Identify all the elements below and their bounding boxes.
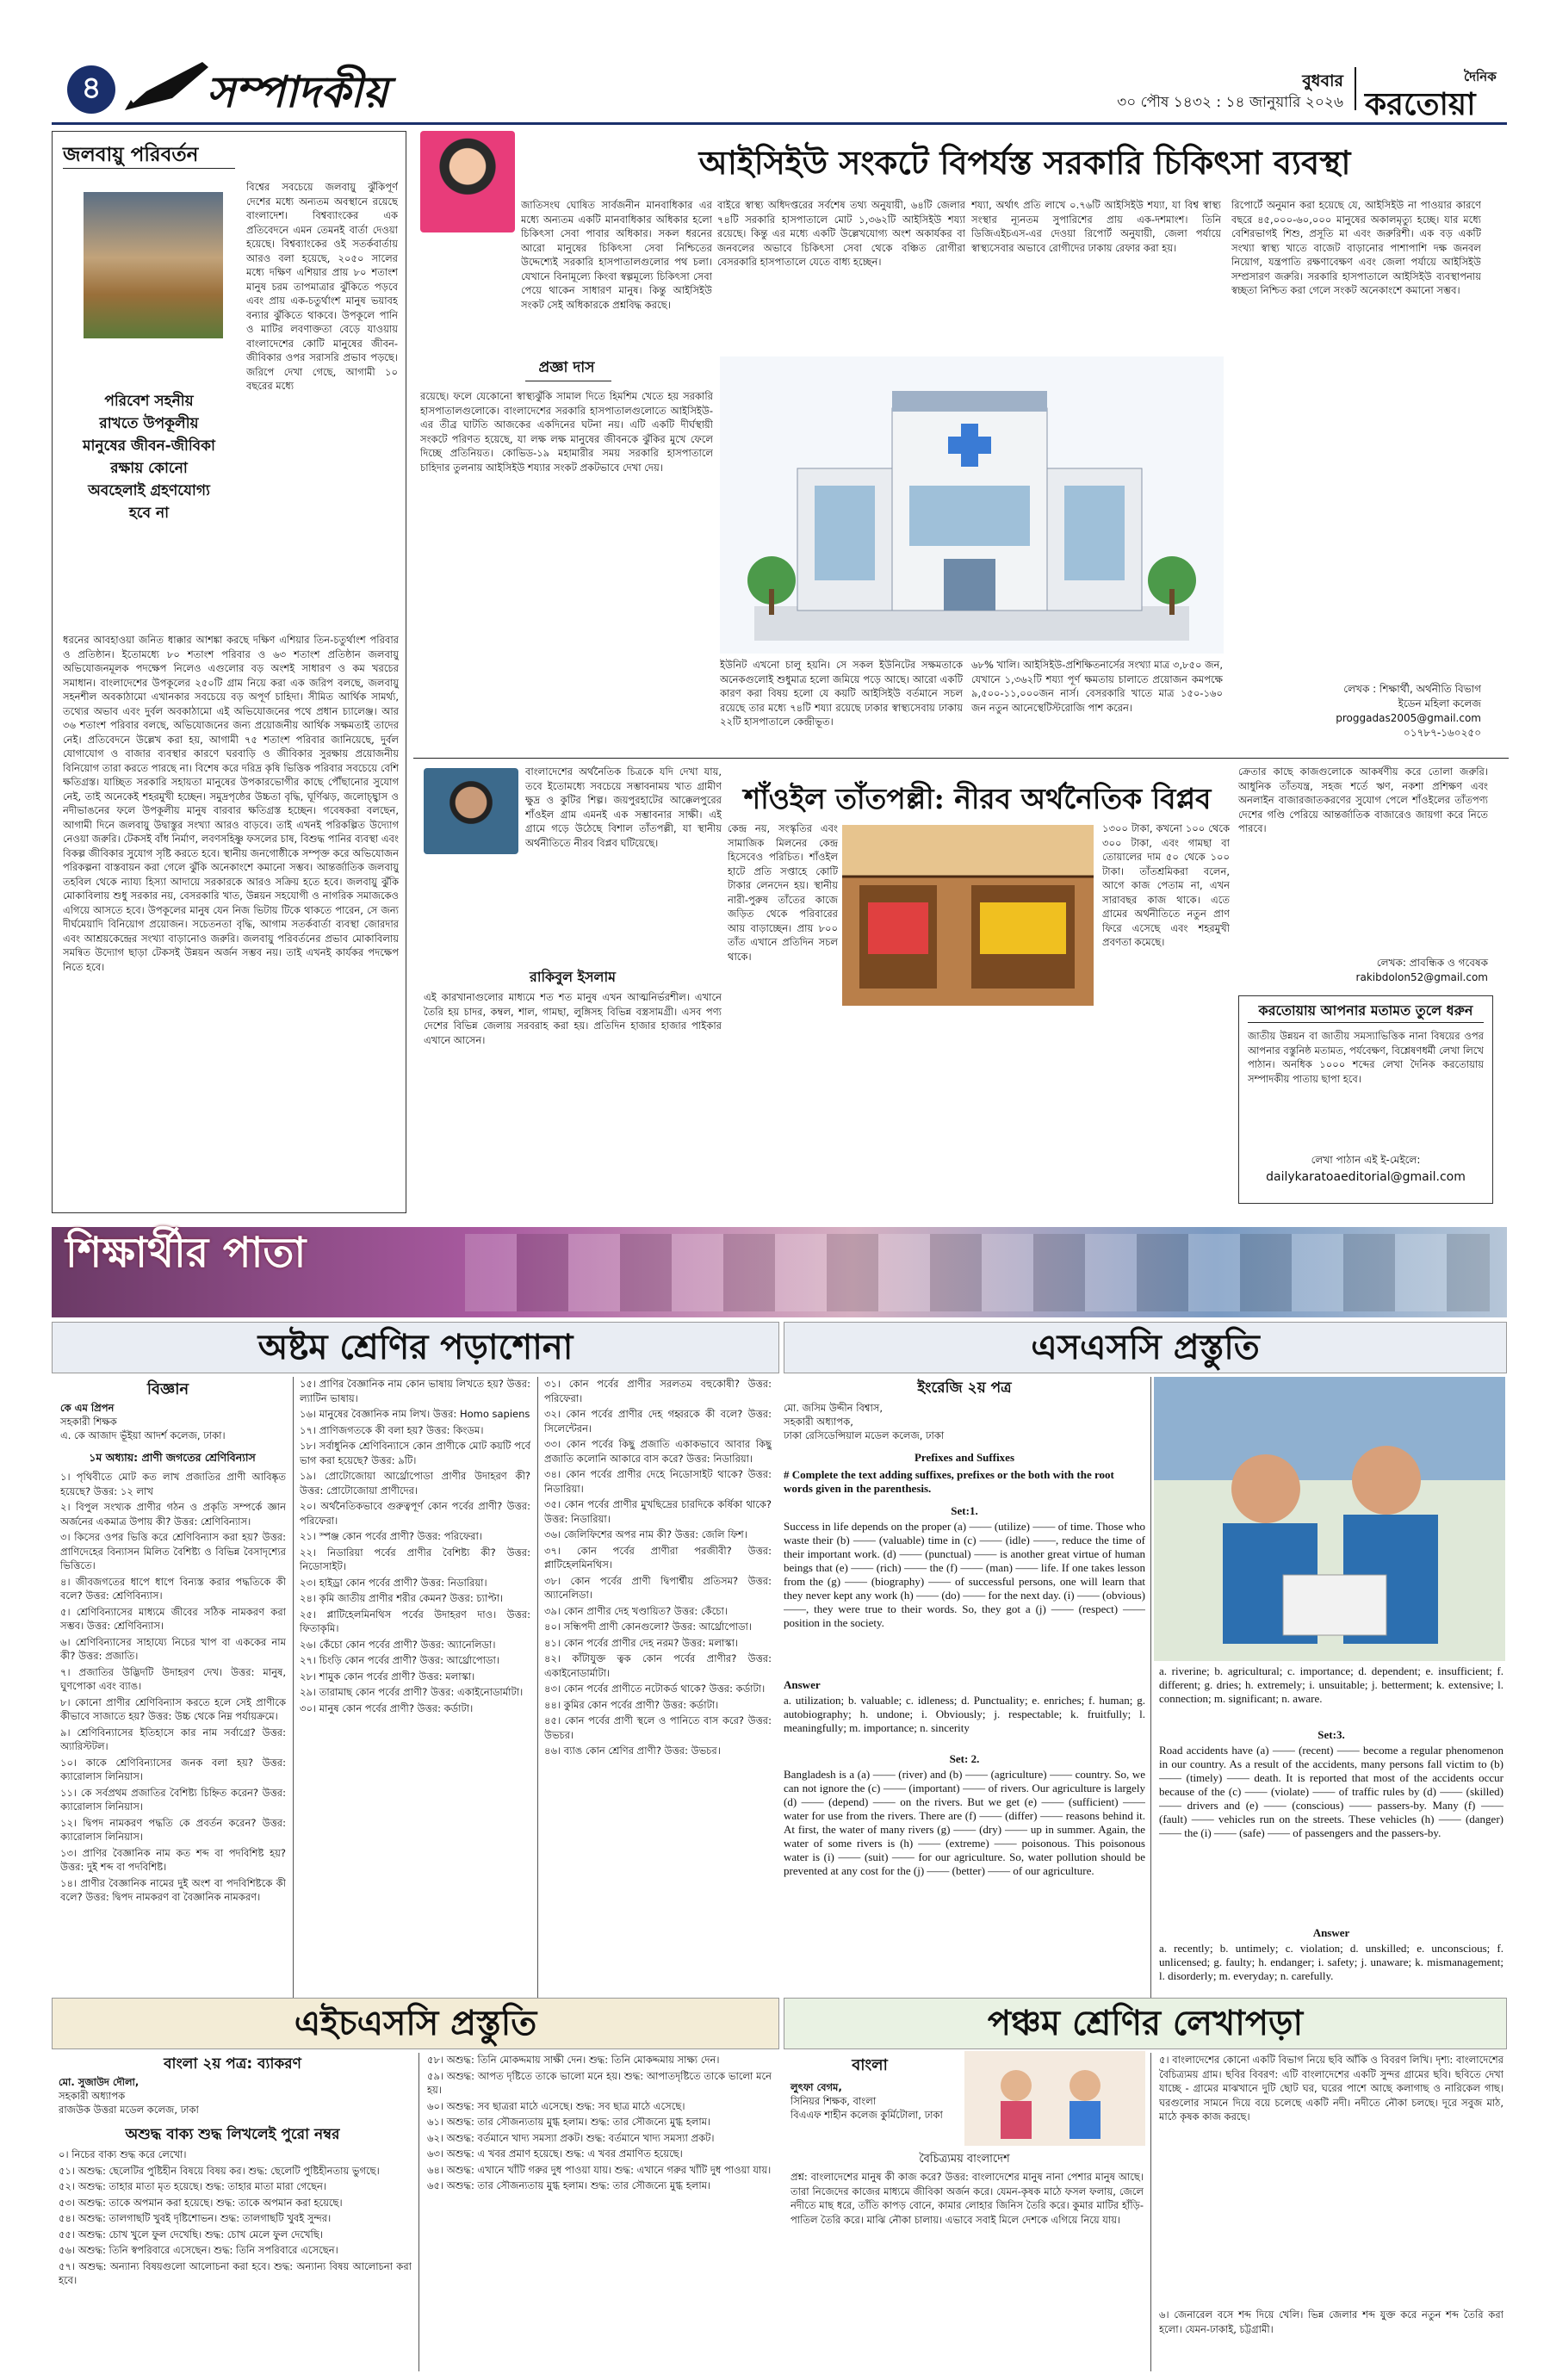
editorial-title: জলবায়ু পরিবর্তন	[63, 144, 199, 166]
author-school: ঢাকা রেসিডেন্সিয়াল মডেল কলেজ, ঢাকা	[784, 1429, 945, 1441]
qa-item: ৩৯। কোন প্রাণীর দেহ খণ্ডায়িত? উত্তর: কেঁচো।	[544, 1604, 728, 1617]
class5-kids-illustration	[964, 2051, 1145, 2146]
qa-item: ২৩। হাইড্রা কোন পর্বের প্রাণী? উত্তর: নিডারিয়া।	[300, 1576, 487, 1589]
ssc-set2: Bangladesh is a (a) —— (river) and (b) —— (agriculture) —— country. So, we can not ignore the (c) —— (important) —— of rivers. Our agriculture is largely (d) —— (depend) —— on the rivers. But we get (e) —— (sufficient) —— water for use from the rivers. There are (f) —— (differ) —— reasons behind it. At first, the water of many rivers (g) —— (dry) —— up in summer. Again, the water of some rivers is (h) —— (extreme) —— poisonous. This poisonous water is (i) —— (suit) —— for our agriculture. So, water pollution should be prevented at any cost for the (j) —— (better) —— of our agriculture.	[784, 1768, 1145, 1877]
author-photo-prajna	[420, 131, 515, 232]
qa-item: ৫। শ্রেণিবিন্যাসের মাধ্যমে জীবের সঠিক নামকরণ করা সম্ভব। উত্তর: শ্রেণিবিন্যাস।	[60, 1605, 286, 1632]
paper-prefix: দৈনিক	[1464, 69, 1497, 84]
author-school: এ. কে আজাদ ভূঁইয়া আদর্শ কলেজ, ঢাকা।	[60, 1429, 226, 1441]
call-box-email-label: লেখা পাঠান এই ই-মেইলে:	[1311, 1154, 1421, 1166]
article-icu-text-f: ইউনিট এখনো চালু হয়নি। সে সকল ইউনিটের সক্ষমতাকে অনেকগুলোই শুধুমাত্র হলো জমিয়ে পড়ে আছে। আরো একটি কারণ করা বিষয় হলো যে কয়টি আইসিইউ বর্তমানে সচল রয়েছে তার মধ্যে ৭৪টি শয্যা রয়েছে ঢাকার স্বাস্থ্যসেবায় ঢাকায় ২২টি হাসপাতালে কেন্দ্রীভূত।	[720, 659, 963, 728]
qa-item: ১৩। প্রাণির বৈজ্ঞানিক নাম কত শব্দ বা পদবিশিষ্ট হয়? উত্তর: দুই শব্দ বা পদবিশিষ্ট।	[60, 1846, 286, 1873]
call-box-email: dailykaratoaeditorial@gmail.com	[1266, 1170, 1466, 1184]
article-tant	[413, 765, 1509, 1212]
author-college: ইডেন মহিলা কলেজ	[1398, 697, 1481, 710]
article-tant-text-b: এই কারখানাগুলোর মাধ্যমে শত শত মানুষ এখন আত্মনির্ভরশীল। এখানে তৈরি হয় চাদর, কম্বল, শাল, গামছা, লুঙ্গিসহ বিভিন্ন বস্ত্রসামগ্রী। এসব পণ্য দেশের বিভিন্ন জেলায় সরবরাহ করা হয়। প্রতিদিন হাজার হাজার পাইকার এখানে আসেন।	[424, 991, 722, 1046]
editorial-pullquote	[63, 390, 235, 524]
ssc-set3-title: Set:3.	[1318, 1728, 1345, 1741]
article-icu-author	[1231, 682, 1481, 741]
author-line: লেখক : শিক্ষার্থী, অর্থনীতি বিভাগ	[1343, 683, 1481, 695]
author-designation: সহকারী শিক্ষক	[60, 1416, 117, 1428]
ssc-set2-answer: a. riverine; b. agricultural; c. importance; d. dependent; e. insufficient; f. different; g. dries; h. extremely; i. unsuitable; j. betterment; k. extensive; l. connection; m. significant; n. aware.	[1159, 1664, 1504, 1705]
article-tant-text-d: ১৩০০ টাকা, কখনো ১০০ থেকে ৩০০ টাকা, এবং গামছা বা তোয়ালের দাম ৫০ থেকে ১০০ টাকা। তাঁতশ্রমিকরা বলেন, আগে কাজ পেতাম না, এখন সারাবছর কাজ থাকে। এতে গ্রামের অর্থনীতিতে নতুন প্রাণ ফিরে এসেছে এবং শহরমুখী প্রবণতা কমেছে।	[1102, 822, 1230, 948]
hsc-byline	[59, 2075, 412, 2117]
author-name: কে এম প্রিপন	[60, 1402, 115, 1414]
ssc-set2-title: Set: 2.	[949, 1752, 980, 1765]
date-full: ৩০ পৌষ ১৪৩২ : ১৪ জানুয়ারি ২০২৬	[1117, 94, 1343, 111]
pullquote-line: মানুষের জীবন-জীবিকা	[83, 437, 215, 455]
qa-item: ২৭। চিংড়ি কোন পর্বের প্রাণী? উত্তর: আর্থ্রোপোডা।	[300, 1654, 499, 1666]
qa-item: ১৮। সর্বাধুনিক শ্রেণিবিন্যাসে কোন প্রাণীকে মোট কয়টি পর্বে ভাগ করা হয়েছে? উত্তর: ৯টি।	[300, 1440, 530, 1466]
class5-section	[784, 1998, 1507, 2377]
author-name: মো. সুজাউদ দৌলা,	[59, 2076, 140, 2088]
author-school: বিএএফ শাহীন কলেজ কুর্মিটোলা, ঢাকা	[790, 2109, 943, 2121]
qa-item: ৬৫। অশুদ্ধ: তার সৌজন্যতায় মুগ্ধ হলাম। শুদ্ধ: তার সৌজন্যে মুগ্ধ হলাম।	[427, 2179, 711, 2191]
qa-item: ০। নিচের বাক্য শুদ্ধ করে লেখো।	[59, 2148, 187, 2160]
pullquote-line: অবহেলাই গ্রহণযোগ্য	[88, 482, 210, 499]
author-email: proggadas2005@gmail.com	[1336, 712, 1481, 724]
qa-item: ১৪। প্রাণীর বৈজ্ঞানিক নামের দুই অংশ বা পদবিশিষ্টকে কী বলে? উত্তর: দ্বিপদ নামকরণ বা বৈজ্ঞানিক নামকরণ।	[60, 1876, 286, 1903]
pullquote-line: রক্ষায় কোনো	[110, 460, 188, 477]
class5-text2: ৫। বাংলাদেশের কোনো একটি বিভাগ নিয়ে ছবি আঁকি ও বিবরণ লিখি। দৃশ্য: বাংলাদেশের বৈচিত্র্যময় গ্রাম। ছবির বিবরণ: এটি বাংলাদেশের একটি সুন্দর গ্রামের ছবি। ছবিতে দেখা যাচ্ছে - গ্রামের মাঝখানে দুটি ছোট ঘর, ঘরের পাশে আছে কলাগাছ ও নারিকেল গাছ। ঘরগুলোর সামনে দিয়ে বয়ে চলেছে একটি নদী। নদীতে নৌকা চলছে। দূরে সবুজ মাঠ, মাঠে কৃষক কাজ করছে।	[1159, 2054, 1504, 2123]
students-photo-strip	[465, 1234, 1490, 1311]
qa-item: ৫৯। অশুদ্ধ: আপত দৃষ্টিতে তাকে ভালো মনে হয়। শুদ্ধ: আপাতদৃষ্টিতে তাকে ভালো মনে হয়।	[427, 2069, 772, 2096]
ssc-byline	[784, 1401, 1145, 1442]
class5-text3: ৬। জেনারেল বসে শব্দ দিয়ে খেলি। ভিন্ন জেলার শব্দ যুক্ত করে নতুন শব্দ তৈরি করা হলো। যেমন-ঢাকাই, চট্টগ্রামী।	[1159, 2309, 1504, 2335]
article-tant-text-a: বাংলাদেশের অর্থনৈতিক চিত্রকে যদি দেখা যায়, তবে ইতোমধ্যে সবচেয়ে সম্ভাবনাময় খাত গ্রামীণ ক্ষুদ্র ও কুটির শিল্প। জয়পুরহাটের আক্কেলপুরের শাঁওইল গ্রাম এমনই এক সম্ভাবনার সাক্ষী। এই গ্রামে গড়ে উঠেছে বিশাল তাঁতপল্লী, যা স্থানীয় অর্থনীতিতে নীরব বিপ্লব ঘটিয়েছে।	[525, 765, 722, 849]
class5-heading: পঞ্চম শ্রেণির লেখাপড়া	[784, 1998, 1507, 2049]
qa-item: ১১। কে সর্বপ্রথম প্রজাতির বৈশিষ্ট্য চিহ্নিত করেন? উত্তর: ক্যারোলাস লিনিয়াস।	[60, 1786, 286, 1813]
article-tant-text-e: ক্রেতার কাছে কাজগুলোকে আকর্ষণীয় করে তোলা জরুরি। আধুনিক তাঁতযন্ত্র, সহজ শর্তে ঋণ, নকশা প্রশিক্ষণ এবং অনলাইন বাজারজাতকরণের সুযোগ পেলে শাঁওইলের তাঁতপণ্য দেশের গণ্ডি পেরিয়ে আন্তর্জাতিক বাজারেও জায়গা করে নিতে পারবে।	[1238, 765, 1488, 834]
qa-item: ১৬। মানুষের বৈজ্ঞানিক নাম লিখ। উত্তর: Homo sapiens	[300, 1408, 530, 1420]
call-box-rule	[1248, 1022, 1484, 1023]
student-banner	[52, 1227, 1507, 1317]
byline-rakibul: রাকিবুল ইসলাম	[530, 969, 616, 985]
masthead-rule	[52, 122, 1507, 125]
call-box-text: জাতীয় উন্নয়ন বা জাতীয় সমস্যাভিত্তিক নানা বিষয়ের ওপর আপনার বস্তুনিষ্ঠ মতামত, পর্যবেক্ষণ, বিশ্লেষণধর্মী লেখা লিখে পাঠান। অনধিক ১০০০ শব্দের লেখা দৈনিক করতোয়ায় সম্পাদকীয় পাতায় ছাপা হবে।	[1248, 1030, 1484, 1085]
qa-item: ৩২। কোন পর্বের প্রাণীর দেহ গহ্বরকে কী বলে? উত্তর: সিলেন্টেরন।	[544, 1408, 772, 1435]
ssc-heading: এসএসসি প্রস্তুতি	[784, 1322, 1507, 1373]
ssc-set1-answer: a. utilization; b. valuable; c. idleness; d. Punctuality; e. enriches; f. human; g. autobiography; h. undone; i. Obviously; j. respectable; k. fruitfully; l. meaningfully; m. importance; n. sincerity	[784, 1694, 1145, 1734]
ssc-topic: Prefixes and Suffixes	[914, 1451, 1015, 1464]
author-name: লুৎফা বেগম,	[790, 2081, 842, 2093]
qa-item: ৩৫। কোন পর্বের প্রাণীর মুখছিদ্রের চারদিকে কর্ষিকা থাকে? উত্তর: নিডারিয়া।	[544, 1498, 772, 1525]
paper-logo: করতোয়া	[1365, 86, 1476, 122]
qa-item: ৩৮। কোন পর্বের প্রাণী দ্বিপার্শ্বীয় প্রতিসম? উত্তর: অ্যানেলিডা।	[544, 1574, 772, 1601]
qa-item: ৪২। কাঁটাযুক্ত ত্বক কোন পর্বের প্রাণীর? উত্তর: একাইনোডার্মাটা।	[544, 1652, 772, 1679]
article-icu-text-c: বাইরে স্বাস্থ্য অধিদপ্তরের সর্বশেষ তথ্য অনুযায়ী, ৬৪টি জেলার ৭৪টি সরকারি হাসপাতালে মোট ১,৩৬২টি আইসিইউ শয্যা রয়েছে। কিন্তু এর মধ্যে একটি উল্লেখযোগ্য অংশ অকার্যকর বা জনবলের অভাবে চিকিৎসা সেবা থেকে বঞ্চিত রোগীরা বেসরকারি হাসপাতালে যেতে বাধ্য হচ্ছেন।	[717, 199, 965, 268]
qa-item: ২৫। প্লাটিহেলমিনথিস পর্বের উদাহরণ দাও। উত্তর: ফিতাকৃমি।	[300, 1608, 530, 1634]
class8-col2	[300, 1377, 530, 2021]
article-icu-text-e: রিপোর্টে অনুমান করা হয়েছে যে, আইসিইউ না পাওয়ার কারণে বছরে ৪৫,০০০-৬০,০০০ মানুষের অকালমৃত্যু হচ্ছে। যার মধ্যে বেশিরভাগই শিশু, প্রসূতি মা এবং জরুরিশী। এক বড় একটি সংখ্যা স্বাস্থ্য খাতে বাজেট বাড়ানোর পাশাপাশি দক্ষ জনবল নিয়োগ, যন্ত্রপাতি রক্ষণাবেক্ষণ এবং জেলা পর্যায়ে আইসিইউ সম্প্রসারণ জরুরি। সরকারি হাসপাতালে আইসিইউ ব্যবস্থাপনায় স্বচ্ছতা নিশ্চিত করা গেলে সংকট অনেকাংশে কমানো সম্ভব।	[1231, 199, 1481, 296]
section-title: সম্পাদকীয়	[207, 66, 388, 117]
author-designation: সিনিয়র শিক্ষক, বাংলা	[790, 2095, 877, 2107]
qa-item: ১৯। প্রোটোজোয়া আর্থ্রোপোডা প্রাণীর উদাহরণ কী? উত্তর: প্রোটোজোয়া প্রাণীদের।	[300, 1470, 530, 1497]
article-divider	[413, 758, 1509, 759]
hsc-col2	[427, 2053, 772, 2371]
article-tant-author	[1238, 956, 1488, 985]
qa-item: ২২। নিডারিয়া পর্বের প্রাণীর বৈশিষ্ট্য কী? উত্তর: নিডোসাইট।	[300, 1546, 530, 1572]
class8-chapter: ১ম অধ্যায়: প্রাণী জগতের শ্রেণিবিন্যাস	[89, 1451, 256, 1464]
qa-item: ৬৩। অশুদ্ধ: এ খবর প্রমাণ হয়েছে। শুদ্ধ: এ খবর প্রমাণিত হয়েছে।	[427, 2148, 683, 2160]
qa-item: ৪৬। ব্যাঙ কোন শ্রেণির প্রাণী? উত্তর: উভচর।	[544, 1745, 721, 1757]
qa-item: ২। বিপুল সংখ্যক প্রাণীর গঠন ও প্রকৃতি সম্পর্কে জ্ঞান অর্জনের একমাত্র উপায় কী? উত্তর: শ্রেণিবিন্যাস।	[60, 1501, 286, 1528]
ssc-set1: Success in life depends on the proper (a) —— (utilize) —— of time. Those who waste their (b) —— (valuable) time in (c) —— (idle) ——, reduce the time of their important work. (d) —— (punctual) —— is another great virtue of human beings that (e) —— (rich) —— the (f) —— (man) —— life. If one takes lesson from the (g) —— (biography) —— of successful persons, one will learn that they never kept any work (h) —— (do) —— for the next day. (i) —— (obvious) ——, they were true to their words. So, they got a (j) —— (respect) —— position in the society.	[784, 1520, 1145, 1629]
class8-col1	[60, 1470, 286, 2021]
qa-item: ৩৭। কোন পর্বের প্রাণীরা পরজীবী? উত্তর: প্লাটিহেলমিনথিস।	[544, 1544, 772, 1571]
hsc-heading: এইচএসসি প্রস্তুতি	[52, 1998, 779, 2049]
author-designation: সহকারী অধ্যাপক,	[784, 1416, 853, 1428]
qa-item: ৭। প্রজাতির উদ্ভিদটি উদাহরণ দেখ। উত্তর: মানুষ, ঘুণপোকা এবং ব্যাঙ।	[60, 1665, 286, 1692]
author-phone: ০১৭৮৭-১৬০২৫০	[1403, 727, 1481, 739]
ssc-set3-answer: a. recently; b. untimely; c. violation; d. unskilled; e. unconscious; f. unlicensed; g. faulty; h. endanger; i. safety; j. unaware; k. mismanagement; l. disorderly; m. everyday; n. carefully.	[1159, 1942, 1504, 1982]
class8-subject: বিজ্ঞান	[146, 1380, 189, 1398]
pullquote-line: পরিবেশ সহনীয়	[104, 393, 194, 410]
class5-subject: বাংলা	[852, 2056, 888, 2074]
ssc-set1-title: Set:1.	[951, 1504, 978, 1517]
climate-image	[84, 192, 223, 338]
editorial-col1: বিশ্বের সবচেয়ে জলবায়ু ঝুঁকিপূর্ণ দেশের মধ্যে অন্যতম অবস্থানে রয়েছে বাংলাদেশ। বিশ্বব্যাংকের এক প্রতিবেদনে এমন তেমনই বার্তা দেওয়া হয়েছে। বিশ্বব্যাংকের ওই সতর্কবার্তায় আরও বলা হয়েছে, ২০৫০ সালের মধ্যে দক্ষিণ এশিয়ার প্রায় ৮০ শতাংশ মানুষ চরম তাপমাত্রার ঝুঁকিতে পড়বে এবং প্রায় এক-চতুর্থাংশ মানুষ ভয়াবহ বন্যার ঝুঁকিতে থাকবে। উপকূলে পানি ও মাটির লবণাক্ততা বেড়ে যাওয়ায় বাংলাদেশের কোটি মানুষের জীবন-জীবিকার ওপর সরাসরি প্রভাব পড়ছে। জরিপে দেখা গেছে, আগামী ১০ বছরের মধ্যে	[246, 181, 398, 392]
ssc-subject: ইংরেজি ২য় পত্র	[917, 1379, 1012, 1397]
column-rule	[418, 2053, 419, 2371]
qa-item: ১৫। প্রাণির বৈজ্ঞানিক নাম কোন ভাষায় লিখতে হয়? উত্তর: ল্যাটিন ভাষায়।	[300, 1378, 530, 1404]
opinion-call-box	[1238, 995, 1493, 1204]
ssc-instruction: # Complete the text adding suffixes, prefixes or the both with the root words given in the parenthesis.	[784, 1468, 1114, 1495]
qa-item: ৯। শ্রেণিবিন্যাসের ইতিহাসে কার নাম সর্বাগ্রে? উত্তর: অ্যারিস্টটল।	[60, 1726, 286, 1752]
date-day: বুধবার	[1302, 71, 1343, 90]
article-icu-title: আইসিইউ সংকটে বিপর্যস্ত সরকারি চিকিৎসা ব্যবস্থা	[698, 143, 1351, 182]
qa-item: ৩৪। কোন পর্বের প্রাণীর দেহে নিডোসাইট থাকে? উত্তর: নিডারিয়া।	[544, 1468, 772, 1495]
class8-section	[52, 1322, 779, 2028]
article-icu-text-g: ৬৮% খালি। আইসিইউ-প্রশিক্ষিতনার্সের সংখ্যা মাত্র ৩,৮৫০ জন, যেখানে ১,৩৬২টি শয্যা পূর্ণ ক্ষমতায় চালাতে প্রয়োজন কমপক্ষে ৯,৫০০-১১,০০০জন নার্স। বেসরকারি খাতে মাত্র ১৫০-১৬০ জন নতুন আনেস্থেটিস্টরোজি পাশ করেন।	[971, 659, 1223, 714]
masthead-divider	[1355, 67, 1356, 110]
byline-prajna: প্রজ্ঞা দাস	[538, 359, 595, 376]
qa-item: ৪০। সন্ধিপদী প্রাণী কোনগুলো? উত্তর: আর্থ্রোপোডা।	[544, 1621, 752, 1633]
qa-item: ২৮। শামুক কোন পর্বের প্রাণী? উত্তর: মলাস্কা।	[300, 1670, 475, 1683]
article-icu	[413, 131, 1509, 751]
article-tant-text-c: কেন্দ্র নয়, সংস্কৃতির এবং সামাজিক মিলনের কেন্দ্র হিসেবেও পরিচিত। শাঁওইল হাটে প্রতি সপ্তাহে কোটি টাকার লেনদেন হয়। স্থানীয় নারী-পুরুষ তাঁতের কাজে জড়িত থেকে পরিবারের আয় বাড়াচ্ছেন। প্রায় ৮০০ তাঁত এখানে প্রতিদিন সচল থাকে।	[728, 822, 838, 963]
qa-item: ৩০। মানুষ কোন পর্বের প্রাণী? উত্তর: কর্ডাটা।	[300, 1701, 474, 1714]
qa-item: ২৯। তারামাছ কোন পর্বের প্রাণী? উত্তর: একাইনোডার্মাটা।	[300, 1686, 524, 1698]
editorial-body: ধরনের আবহাওয়া জনিত ধাক্কার আশঙ্কা করছে দক্ষিণ এশিয়ার তিন-চতুর্থাংশ পরিবার ও প্রতিষ্ঠান। ইতোমধ্যে ৮০ শতাংশ পরিবার ও ৬৩ শতাংশ প্রতিষ্ঠান জলবায়ু অভিযোজনমূলক পদক্ষেপ নিলেও এগুলোর বড় অংশই সাধারণ ও কম খরচের সমাধান। বাংলাদেশের উপকূলের ২৫০টি গ্রাম নিয়ে করা এক জরিপ বলছে, জলবায়ু সহনশীল অবকাঠামো এখানকার সবচেয়ে বড় অপূর্ণ চাহিদা। সীমিত আর্থিক সামর্থ্য, তথ্যের অভাব এবং দুর্বল অবকাঠামো এই অভিযোজনের পথে প্রধান চ্যালেঞ্জ। আর ৩৬ শতাংশ পরিবার বলছে, অভিযোজনের জন্য প্রয়োজনীয় আর্থিক সক্ষমতাই তাদের নেই। প্রতিবেদনে উল্লেখ করা হয়, আগামী ৭৫ শতাংশ পরিবার জানিয়েছে, দুর্বল যোগাযোগ ও বাজার ব্যবস্থার কারণে ঘরবাড়ি ও জীবিকার সুরক্ষায় প্রয়োজনীয় বিনিয়োগ তারা করতে পারছে না। বিশেষ করে দরিদ্র কৃষি ভিত্তিক পরিবার সবচেয়ে বেশি ক্ষতিগ্রস্ত। যাচ্ছিত সরকারি সহায়তা মানুষের উপকারভোগীর কাছে পৌঁছানোর সুযোগ নেই, তাই অনেকেই শহরমুখী হচ্ছেন। সমুদ্রপৃষ্ঠের উচ্চতা বৃদ্ধি, ঘূর্ণিঝড়, জলোচ্ছ্বাস ও নদীভাঙনের ফলে উপকূলীয় মানুষ বারবার ক্ষতিগ্রস্ত হচ্ছেন। গবেষকরা বলছেন, আগামী দিনে জলবায়ু উদ্বাস্তুর সংখ্যা আরও বাড়বে। তাই এখনই পরিকল্পিত উদ্যোগ নেওয়া জরুরি। টেকসই বাঁধ নির্মাণ, লবণসহিষ্ণু ফসলের চাষ, বিশুদ্ধ পানির ব্যবস্থা এবং বিকল্প জীবিকার সুযোগ সৃষ্টি করতে হবে। স্থানীয় জনগোষ্ঠীকে সম্পৃক্ত করে অভিযোজন পরিকল্পনা বাস্তবায়ন করা গেলে ঝুঁকি অনেকাংশে কমানো সম্ভব। আন্তর্জাতিক জলবায়ু তহবিল থেকে ন্যায্য হিস্যা আদায়ে সরকারকে আরও সক্রিয় হতে হবে। জলবায়ু ঝুঁকি মোকাবিলায় শুধু সরকার নয়, বেসরকারি খাত, উন্নয়ন সহযোগী ও নাগরিক সমাজকেও এগিয়ে আসতে হবে। উপকূলের মানুষ যেন নিজ ভিটায় টিকে থাকতে পারেন, সে জন্য দীর্ঘমেয়াদি বিনিয়োগ প্রয়োজন। সচেতনতা বৃদ্ধি, আগাম সতর্কবার্তা ব্যবস্থা জোরদার এবং আশ্রয়কেন্দ্রের সংখ্যা বাড়ানোও জরুরি। জলবায়ু পরিবর্তনের প্রভাব মোকাবিলায় সমন্বিত উদ্যোগ ছাড়া টেকসই উন্নয়ন অর্জন সম্ভব নয়। তাই এখনই কার্যকর পদক্ষেপ নিতে হবে।	[63, 634, 399, 973]
hsc-subject: বাংলা ২য় পত্র: ব্যাকরণ	[164, 2055, 301, 2073]
qa-item: ৪৪। কুমির কোন পর্বের প্রাণী? উত্তর: কর্ডাটা।	[544, 1698, 719, 1711]
qa-item: ৩৬। জেলিফিশের অপর নাম কী? উত্তর: জেলি ফিশ।	[544, 1528, 747, 1540]
qa-item: ৫৮। অশুদ্ধ: তিনি মোকদ্দমায় সাক্ষী দেন। শুদ্ধ: তিনি মোকদ্দমায় সাক্ষ্য দেন।	[427, 2054, 720, 2066]
qa-item: ৫১। অশুদ্ধ: ছেলেটির পুষ্টিহীন বিষয়ে বিষয় কর। শুদ্ধ: ছেলেটি পুষ্টিহীনতায় ভুগছে।	[59, 2164, 380, 2177]
hospital-illustration	[720, 356, 1224, 654]
qa-item: ১২। দ্বিপদ নামকরণ পদ্ধতি কে প্রবর্তন করেন? উত্তর: ক্যারোলাস লিনিয়াস।	[60, 1816, 286, 1843]
ssc-set3-answer-title: Answer	[1312, 1926, 1350, 1939]
hsc-section	[52, 1998, 779, 2377]
qa-item: ৫৬। অশুদ্ধ: তিনি স্বপরিবারে এসেছেন। শুদ্ধ: তিনি সপরিবারে এসেছেন।	[59, 2244, 338, 2256]
class8-byline	[60, 1401, 284, 1442]
qa-item: ৩১। কোন পর্বের প্রাণীর সরলতম বহুকোষী? উত্তর: পরিফেরা।	[544, 1378, 772, 1404]
qa-item: ৬১। অশুদ্ধ: তার সৌজন্যতায় মুগ্ধ হলাম। শুদ্ধ: তার সৌজন্যে মুগ্ধ হলাম।	[427, 2116, 711, 2128]
author-designation: সহকারী অধ্যাপক	[59, 2090, 126, 2102]
author-line: লেখক: প্রাবন্ধিক ও গবেষক	[1376, 957, 1488, 969]
qa-item: ১৭। প্রাণিজগতকে কী বলা হয়? উত্তর: কিংডম।	[300, 1423, 484, 1436]
article-icu-text-a: জাতিসংঘ ঘোষিত সার্বজনীন মানবাধিকার এর মধ্যে অন্যতম একটি মানবাধিকার অধিকার হলো চিকিৎসা সেবা পাবার অধিকার। সকল ধরনের আরো মানুষের চিকিৎসা সেবা নিশ্চিতের উদ্দেশ্যেই সরকারি হাসপাতালগুলোর পথ চলা। যেখানে বিনামূল্যে কিংবা স্বল্পমূল্যে চিকিৎসা সেবা পেয়ে থাকেন সাধারণ মানুষ। কিন্তু আইসিইউ সংকট সেই অধিকারকে প্রশ্নবিদ্ধ করছে।	[521, 199, 712, 311]
qa-item: ৩৩। কোন পর্বের কিছু প্রজাতি একাকভাবে আবার কিছু প্রজাতি কলোনি আকারে বাস করে? উত্তর: নিডারিয়া।	[544, 1438, 772, 1465]
students-reading-photo	[1154, 1377, 1505, 1661]
masthead	[0, 0, 1550, 129]
qa-item: ৪৩। কোন পর্বের প্রাণীতে নটোকর্ড থাকে? উত্তর: কর্ডাটা।	[544, 1683, 766, 1695]
class8-heading: অষ্টম শ্রেণির পড়াশোনা	[52, 1322, 779, 1373]
ssc-set1-answer-title: Answer	[784, 1678, 821, 1691]
qa-item: ৬৪। অশুদ্ধ: এখানে খাঁটি গরুর দুধ পাওয়া যায়। শুদ্ধ: এখানে গরুর খাঁটি দুধ পাওয়া যায়।	[427, 2163, 772, 2176]
author-school: রাজউক উত্তরা মডেল কলেজ, ঢাকা	[59, 2104, 199, 2116]
qa-item: ৪৫। কোন পর্বের প্রাণী স্থলে ও পানিতে বাস করে? উত্তর: উভচর।	[544, 1714, 772, 1741]
editorial-title-rule	[63, 168, 235, 169]
qa-item: ২০। অর্থনৈতিকভাবে গুরুত্বপূর্ণ কোন পর্বের প্রাণী? উত্তর: পরিফেরা।	[300, 1500, 530, 1527]
editorial-box	[52, 131, 406, 1213]
qa-item: ২৪। কৃমি জাতীয় প্রাণীর শরীর কেমন? উত্তর: চ্যাপ্টা।	[300, 1592, 504, 1604]
article-tant-title: শাঁওইল তাঁতপল্লী: নীরব অর্থনৈতিক বিপ্লব	[743, 782, 1212, 815]
author-photo-rakibul	[424, 768, 518, 854]
column-rule	[537, 1377, 538, 2021]
article-icu-text-b: রয়েছে। ফলে যেকোনো স্বাস্থ্যঝুঁকি সামাল দিতে হিমশিম খেতে হয় সরকারি হাসপাতালগুলোকে। বাংলাদেশের সরকারি হাসপাতালগুলোতে আইসিইউ-এর তীব্র ঘাটতি আজকের একদিনের ঘটনা নয়। এটি একটি দীর্ঘস্থায়ী সংকটে পরিণত হয়েছে, যা লক্ষ লক্ষ মানুষের জীবনকে ঝুঁকির মুখে ফেলে দিচ্ছে প্রতিনিয়ত। কোভিড-১৯ মহামারীর সময় সরকারি হাসপাতালে চাহিদার তুলনায় আইসিইউ শয্যার সংকট প্রকটভাবে দেখা দেয়।	[420, 390, 713, 474]
article-icu-text-d: শয্যা, অর্থাৎ প্রতি লাখে ০.৭৬টি আইসিইউ শয্যা, যা বিশ্ব স্বাস্থ্য সংস্থার ন্যূনতম সুপারিশের প্রায় এক-দশমাংশ। তিনি ডিজিএইচএস-এর দেওয়া রিপোর্ট অনুযায়ী, জেলা পর্যায়ে স্বাস্থ্যসেবার অভাবে রোগীদের ঢাকায় রেফার করা হয়।	[971, 199, 1221, 254]
qa-item: ৮। কোনো প্রাণীর শ্রেণিবিন্যাস করতে হলে সেই প্রাণীকে কীভাবে সাজাতে হয়? উত্তর: উচ্চ থেকে নিম্ন পর্যায়ক্রমে।	[60, 1695, 286, 1722]
qa-item: ৫৩। অশুদ্ধ: তাকে অপমান করা হয়েছে। শুদ্ধ: তাকে অপমান করা হয়েছে।	[59, 2196, 343, 2209]
class5-byline	[790, 2080, 963, 2122]
call-box-title: করতোয়ায় আপনার মতামত তুলে ধরুন	[1239, 1000, 1492, 1023]
column-rule	[1150, 1377, 1151, 2021]
page-number-badge: ৪	[67, 65, 115, 114]
qa-item: ৪। জীবজগতের ধাপে ধাপে বিন্যস্ত করার পদ্ধতিকে কী বলে? উত্তর: শ্রেণিবিন্যাস।	[60, 1575, 286, 1602]
class5-chapter: বৈচিত্র্যময় বাংলাদেশ	[919, 2153, 1010, 2166]
class5-text: প্রশ্ন: বাংলাদেশের মানুষ কী কাজ করে? উত্তর: বাংলাদেশের মানুষ নানা পেশার মানুষ আছে। তারা নিজেদের কাজের মাধ্যমে জীবিকা অর্জন করে। যেমন-কৃষক মাঠে ফসল ফলায়, জেলে নদীতে মাছ ধরে, তাঁতি কাপড় বোনে, কামার লোহার জিনিস তৈরি করে। কুমার মাটির হাঁড়ি-পাতিল তৈরি করে। মাঝি নৌকা চালায়। এভাবে সবাই মিলে দেশকে এগিয়ে নিয়ে যায়।	[790, 2171, 1144, 2226]
pullquote-line: রাখতে উপকূলীয়	[99, 415, 199, 432]
qa-item: ৪১। কোন পর্বের প্রাণীর দেহ নরম? উত্তর: মলাস্কা।	[544, 1636, 739, 1649]
loom-photo	[842, 825, 1094, 1006]
qa-item: ৩। কিসের ওপর ভিত্তি করে শ্রেণিবিন্যাস করা হয়? উত্তর: প্রাণিদেহের বিন্যাসন মিলিত বৈশিষ্ট্য ও বিভিন্ন বৈসাদৃশ্যের ভিত্তিতে।	[60, 1531, 286, 1571]
author-name: মো. জসিম উদ্দীন বিশ্বাস,	[784, 1402, 884, 1414]
column-rule	[1150, 2053, 1151, 2371]
hsc-col1	[59, 2148, 412, 2371]
hsc-topic: অশুদ্ধ বাক্য শুদ্ধ লিখলেই পুরো নম্বর	[125, 2126, 340, 2143]
qa-item: ৬। শ্রেণিবিন্যাসের সাহায্যে নিচের খাপ বা এককের নাম কী? উত্তর: প্রজাতি।	[60, 1635, 286, 1662]
column-rule	[293, 1377, 294, 2021]
qa-item: ২১। স্পঞ্জ কোন পর্বের প্রাণী? উত্তর: পরিফেরা।	[300, 1530, 482, 1542]
qa-item: ৫৭। অশুদ্ধ: অন্যান্য বিষয়গুলো আলোচনা করা হবে। শুদ্ধ: অন্যান্য বিষয় আলোচনা করা হবে।	[59, 2259, 412, 2286]
pen-nib-icon	[121, 57, 215, 117]
pullquote-line: হবে না	[128, 505, 170, 522]
qa-item: ৬০। অশুদ্ধ: সব ছাত্ররা মাঠে এসেছে। শুদ্ধ: সব ছাত্র মাঠে এসেছে।	[427, 2099, 685, 2112]
class8-col3	[544, 1377, 772, 2021]
qa-item: ১০। কাকে শ্রেণিবিন্যাসের জনক বলা হয়? উত্তর: ক্যারোলাস লিনিয়াস।	[60, 1756, 286, 1782]
qa-item: ৫৫। অশুদ্ধ: চোখ খুলে ফুল দেখেছি। শুদ্ধ: চোখ মেলে ফুল দেখেছি।	[59, 2228, 323, 2241]
ssc-set3: Road accidents have (a) —— (recent) —— become a regular phenomenon in our country. As a result of the accidents, many persons fall victim to (b) —— (timely) —— death. It is reported that most of the accidents occur because of the (c) —— (violate) —— of traffic rules by (d) —— (skilled) —— drivers and (e) —— (conscious) —— passers-by. Many (f) —— (fault) —— vehicles run on the streets. These vehicles (h) —— (danger) —— the (i) —— (safe) —— of passengers and the passers-by.	[1159, 1744, 1504, 1839]
qa-item: ৫৪। অশুদ্ধ: তালগাছটি খুবই দৃষ্টিশোভন। শুদ্ধ: তালগাছটি খুবই সুন্দর।	[59, 2212, 332, 2224]
qa-item: ৬২। অশুদ্ধ: বর্তমানে খাদ্য সমস্যা প্রকট। শুদ্ধ: বর্তমানে খাদ্য সমস্যা প্রকট।	[427, 2131, 715, 2144]
author-email: rakibdolon52@gmail.com	[1355, 971, 1488, 983]
qa-item: ৫২। অশুদ্ধ: তাহার মাতা মৃত হয়েছে। শুদ্ধ: তাহার মাতা মারা গেছেন।	[59, 2180, 326, 2192]
ssc-section	[784, 1322, 1507, 2028]
qa-item: ২৬। কেঁচো কোন পর্বের প্রাণী? উত্তর: অ্যানেলিডা।	[300, 1638, 496, 1651]
qa-item: ১। পৃথিবীতে মোট কত লাখ প্রজাতির প্রাণী আবিষ্কৃত হয়েছে? উত্তর: ১২ লাখ	[60, 1471, 286, 1497]
student-banner-title: শিক্ষার্থীর পাতা	[65, 1229, 307, 1277]
